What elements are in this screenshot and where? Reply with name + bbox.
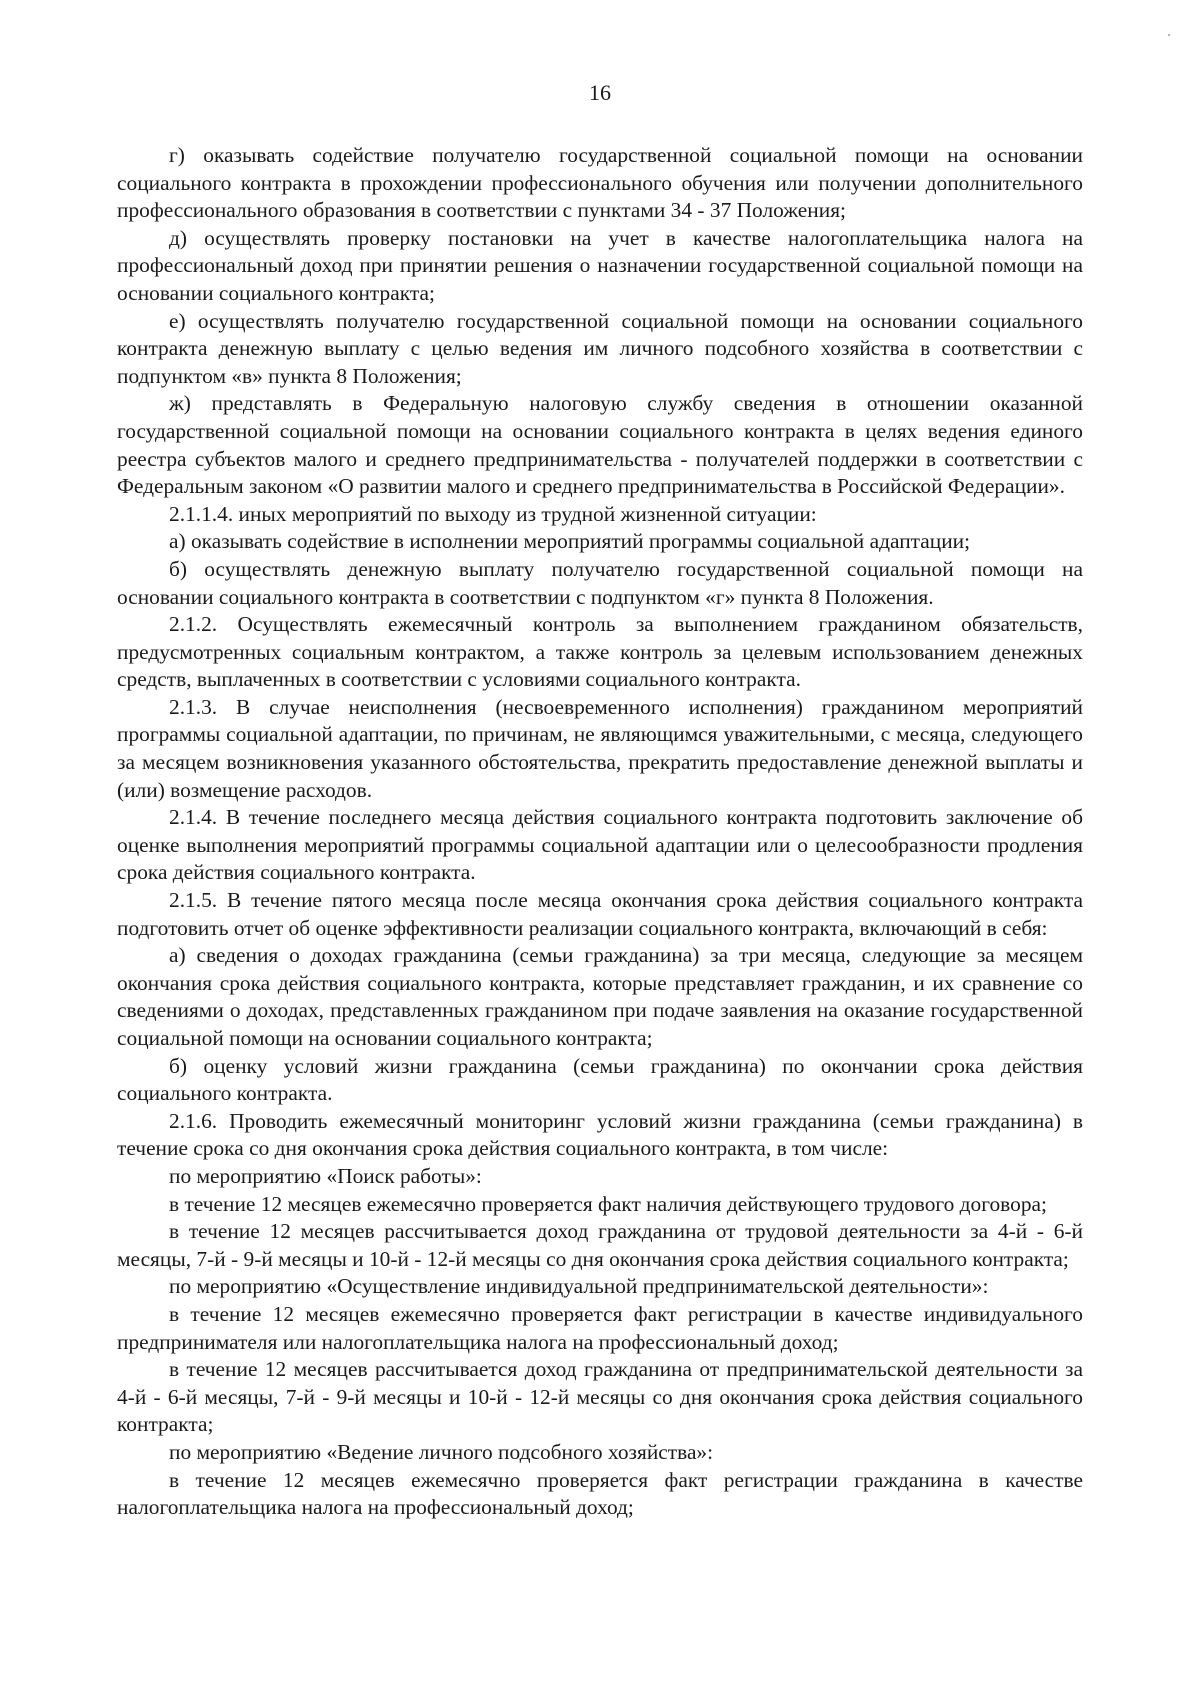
paragraph-zh-tax-service-reporting: ж) представлять в Федеральную налоговую службу сведения в отношении оказанной государственной социальной помощи на основании социального контракта в целях ведения единого реестра субъектов малого и среднего предпринимательства - получателей поддержки в соответствии с Федеральным законом «О развитии малого и среднего предпринимательства в Российской Федерации».	[117, 391, 1083, 499]
paragraph-2-1-6: 2.1.6. Проводить ежемесячный мониторинг условий жизни гражданина (семьи гражданина) в течение срока со дня окончания срока действия социального контракта, в том числе:	[117, 1108, 1083, 1161]
paragraph-b-cash-payment: б) осуществлять денежную выплату получателю государственной социальной помощи на основании социального контракта в соответствии с подпунктом «г» пункта 8 Положения.	[117, 556, 1083, 609]
paragraph-household-registration-check: в течение 12 месяцев ежемесячно проверяется факт регистрации гражданина в качестве налогоплательщика налога на профессиональный доход;	[117, 1467, 1083, 1520]
paragraph-g-training-assistance: г) оказывать содействие получателю государственной социальной помощи на основании социального контракта в прохождении профессионального обучения или получении дополнительного профессионального образования в соответствии с пунктами 34 - 37 Положения;	[117, 143, 1083, 223]
paragraph-a-income-info: а) сведения о доходах гражданина (семьи гражданина) за три месяца, следующие за месяцем окончания срока действия социального контракта, которые представляет гражданин, и их сравнение со сведениями о доходах, представленных гражданином при подаче заявления на оказание государственной социальной помощи на основании социального контракта;	[117, 943, 1083, 1050]
paragraph-job-search: по мероприятию «Поиск работы»:	[169, 1163, 482, 1188]
paragraph-household-farming: по мероприятию «Ведение личного подсобного хозяйства»:	[169, 1439, 714, 1464]
document-body	[117, 142, 1083, 1522]
paragraph-a-program-assistance: а) оказывать содействие в исполнении мероприятий программы социальной адаптации;	[169, 529, 971, 554]
paragraph-job-income-calc: в течение 12 месяцев рассчитывается доход гражданина от трудовой деятельности за 4-й - 6-й месяцы, 7-й - 9-й месяцы и 10-й - 12-й месяцы со дня окончания срока действия социального контракта;	[117, 1219, 1083, 1271]
paragraph-entrepreneur-income-calc: в течение 12 месяцев рассчитывается доход гражданина от предпринимательской деятельности за 4-й - 6-й месяцы, 7-й - 9-й месяцы и 10-й - 12-й месяцы со дня окончания срока действия социального контракта;	[117, 1357, 1083, 1437]
paragraph-2-1-5: 2.1.5. В течение пятого месяца после месяца окончания срока действия социального контракта подготовить отчет об оценке эффективности реализации социального контракта, включающий в себя:	[117, 888, 1083, 940]
scan-speck	[1168, 34, 1170, 36]
paragraph-2-1-4: 2.1.4. В течение последнего месяца действия социального контракта подготовить заключение об оценке выполнения мероприятий программы социальной адаптации или о целесообразности продления срока действия социального контракта.	[117, 805, 1083, 885]
paragraph-2-1-3: 2.1.3. В случае неисполнения (несвоевременного исполнения) гражданином мероприятий программы социальной адаптации, по причинам, не являющимся уважительными, с месяца, следующего за месяцем возникновения указанного обстоятельства, прекратить предоставление денежной выплаты и (или) возмещение расходов.	[117, 694, 1083, 802]
paragraph-d-tax-registration-check: д) осуществлять проверку постановки на учет в качестве налогоплательщика налога на профессиональный доход при принятии решения о назначении государственной социальной помощи на основании социального контракта;	[117, 225, 1083, 305]
page-number: 16	[589, 80, 611, 105]
paragraph-job-contract-check: в течение 12 месяцев ежемесячно проверяется факт наличия действующего трудового договора;	[169, 1191, 1047, 1216]
paragraph-entrepreneurship: по мероприятию «Осуществление индивидуальной предпринимательской деятельности»:	[169, 1274, 989, 1299]
paragraph-2-1-1-4: 2.1.1.4. иных мероприятий по выходу из трудной жизненной ситуации:	[169, 501, 817, 526]
paragraph-b-living-conditions: б) оценку условий жизни гражданина (семьи гражданина) по окончании срока действия социального контракта.	[117, 1053, 1083, 1106]
paragraph-e-household-payment: е) осуществлять получателю государственной социальной помощи на основании социального контракта денежную выплату с целью ведения им личного подсобного хозяйства в соответствии с подпунктом «в» пункта 8 Положения;	[117, 308, 1083, 388]
paragraph-entrepreneur-registration-check: в течение 12 месяцев ежемесячно проверяется факт регистрации в качестве индивидуального предпринимателя или налогоплательщика налога на профессиональный доход;	[117, 1301, 1083, 1354]
paragraph-2-1-2: 2.1.2. Осуществлять ежемесячный контроль за выполнением гражданином обязательств, предусмотренных социальным контрактом, а также контроль за целевым использованием денежных средств, выплаченных в соответствии с условиями социального контракта.	[117, 612, 1083, 692]
